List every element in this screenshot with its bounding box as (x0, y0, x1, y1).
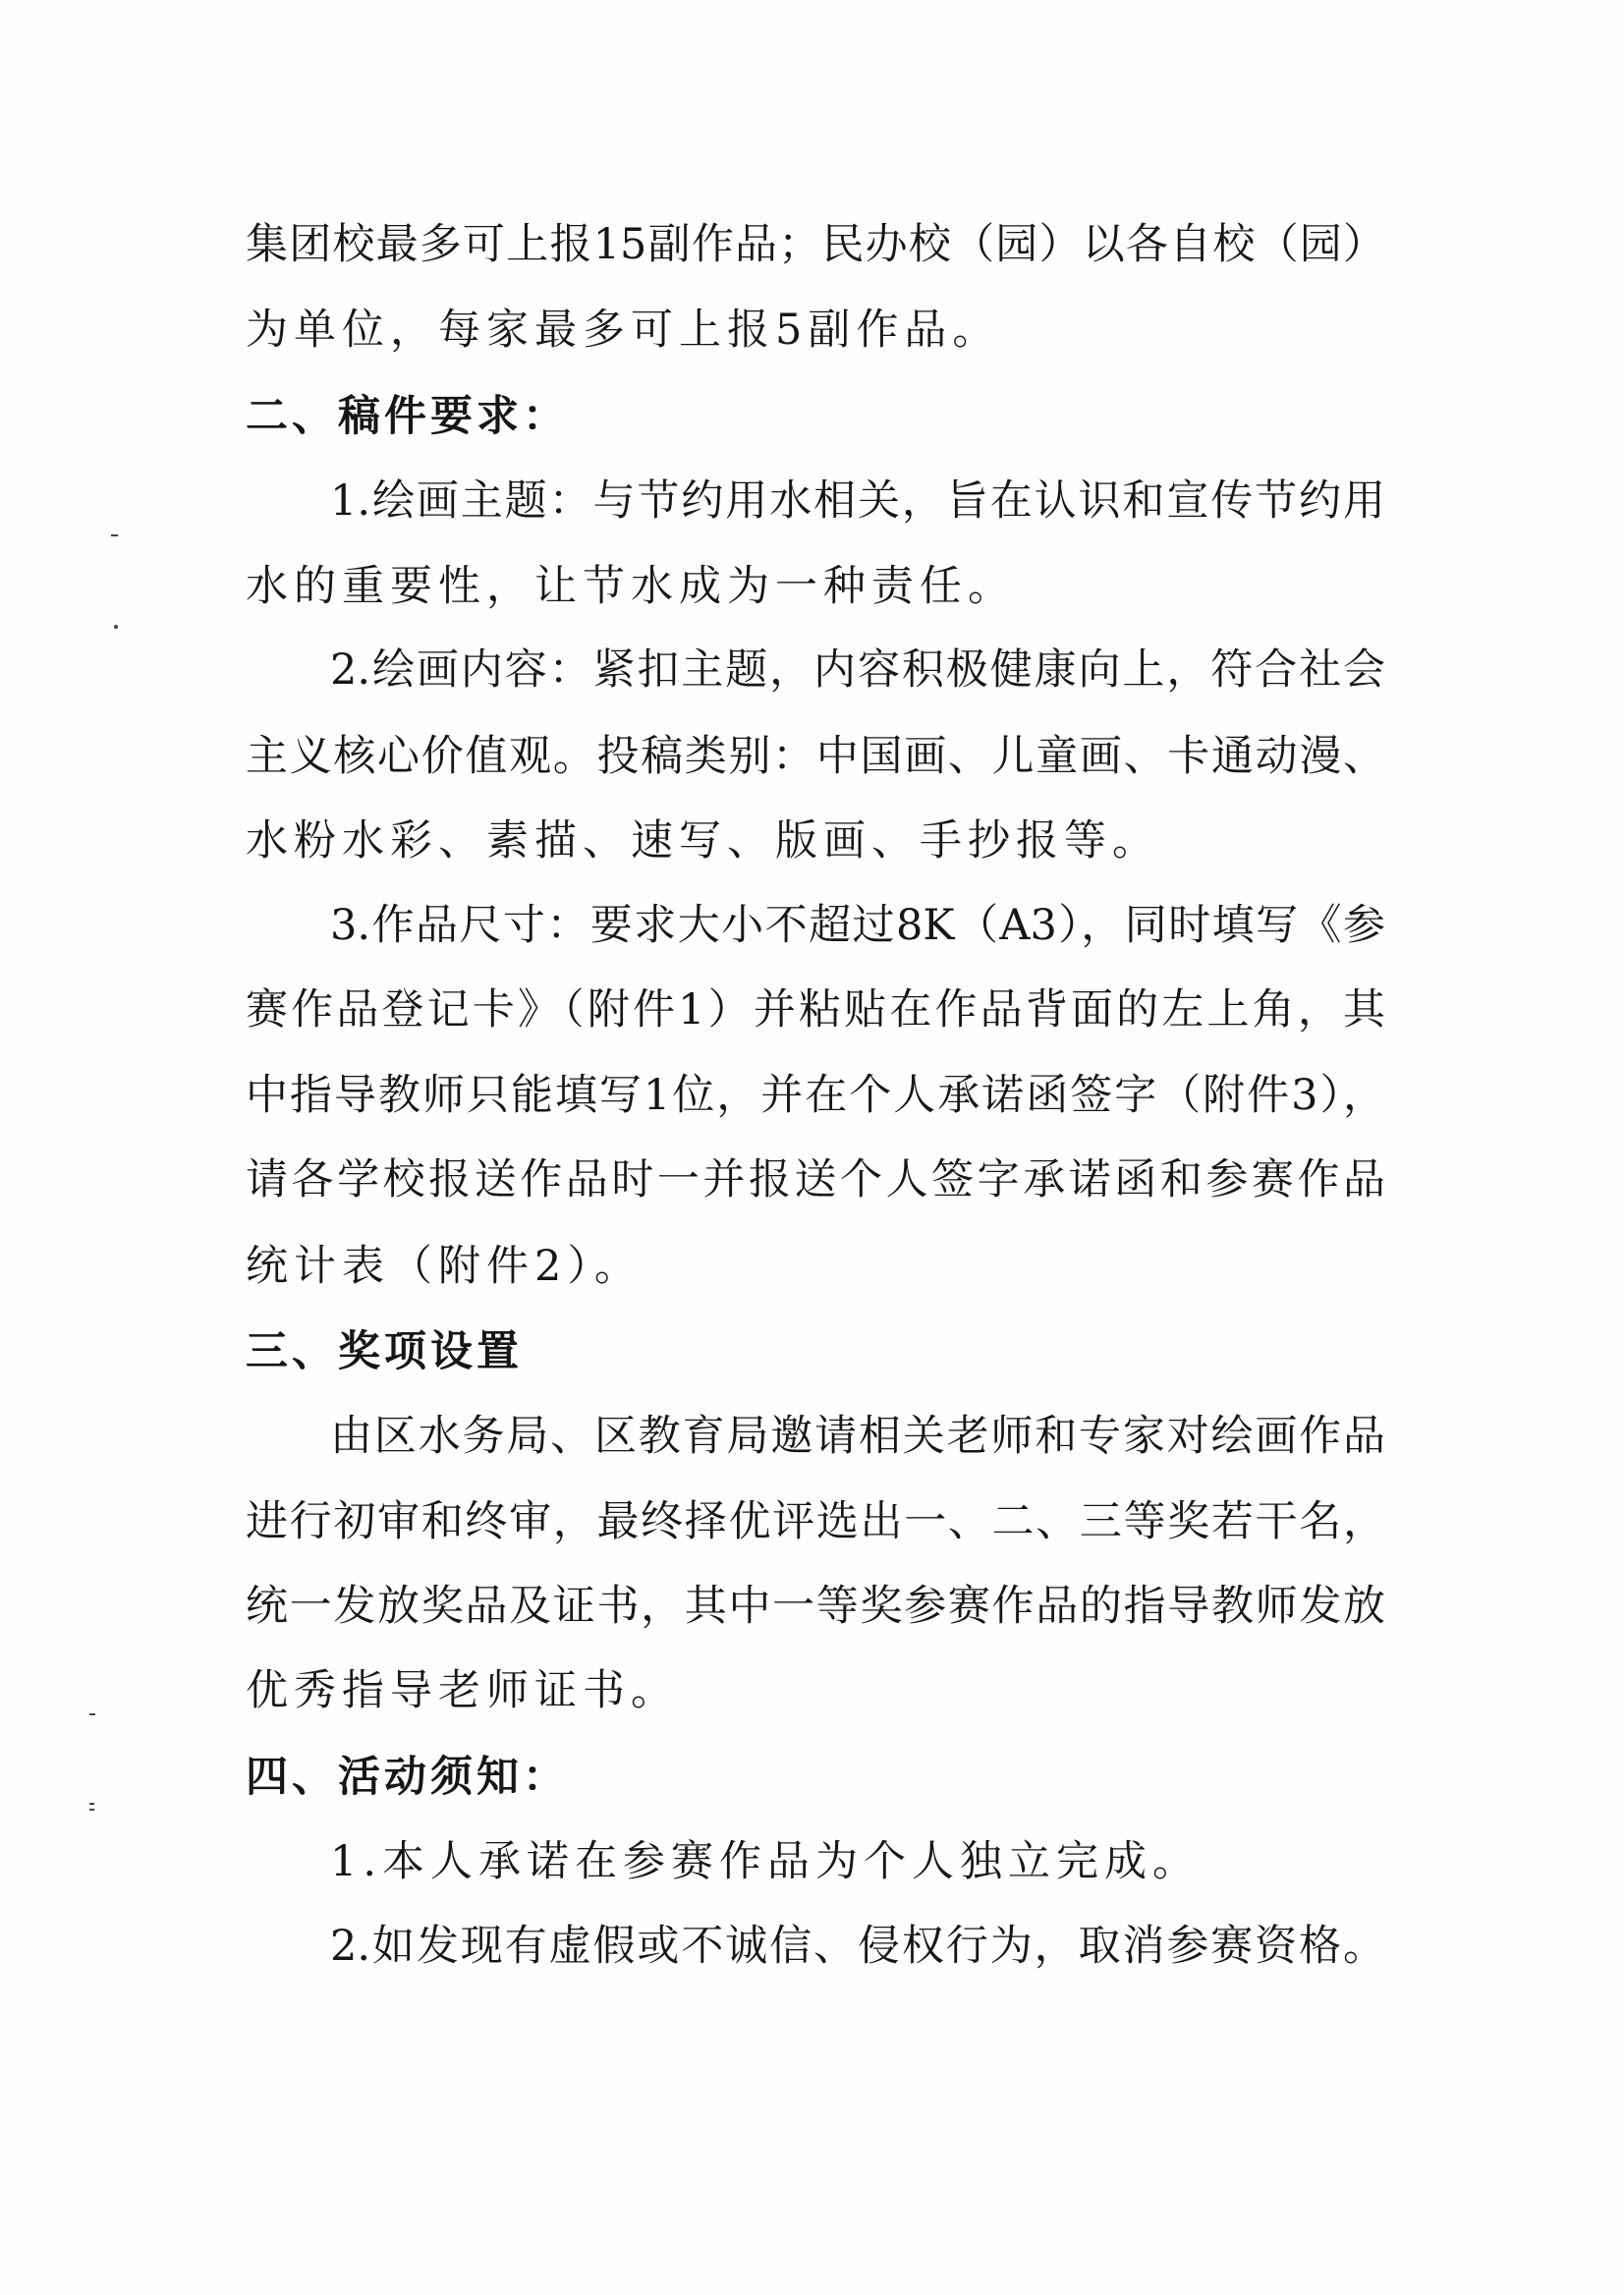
paragraph-line: 统计表（附件2）。 (246, 1242, 643, 1291)
paragraph-line: 1.绘画主题：与节约用水相关，旨在认识和宣传节约用 (330, 476, 1385, 526)
paragraph-line: 请各学校报送作品时一并报送个人签字承诺函和参赛作品 (246, 1155, 1385, 1204)
paragraph-line: 为单位，每家最多可上报5副作品。 (246, 306, 1001, 355)
section-heading: 二、稿件要求： (246, 392, 569, 441)
section-heading: 四、活动须知： (246, 1753, 569, 1802)
scan-mark (114, 625, 118, 629)
paragraph-line: 集团校最多可上报15副作品；民办校（园）以各自校（园） (246, 220, 1385, 269)
scan-mark (111, 534, 118, 536)
paragraph-line: 3.作品尺寸：要求大小不超过8K（A3），同时填写《参 (330, 901, 1385, 950)
paragraph-line: 1.本人承诺在参赛作品为个人独立完成。 (330, 1837, 1202, 1886)
paragraph-line: 2.如发现有虚假或不诚信、侵权行为，取消参赛资格。 (330, 1922, 1385, 1971)
paragraph-line: 进行初审和终审，最终择优评选出一、二、三等奖若干名， (246, 1497, 1385, 1546)
paragraph-line: 由区水务局、区教育局邀请相关老师和专家对绘画作品 (330, 1412, 1385, 1461)
paragraph-line: 统一发放奖品及证书，其中一等奖参赛作品的指导教师发放 (246, 1582, 1385, 1631)
paragraph-line: 2.绘画内容：紧扣主题，内容积极健康向上，符合社会 (330, 645, 1385, 695)
scan-mark (89, 1803, 94, 1805)
paragraph-line: 优秀指导老师证书。 (246, 1666, 679, 1715)
scan-mark (89, 1809, 94, 1811)
paragraph-line: 赛作品登记卡》（附件1）并粘贴在作品背面的左上角，其 (246, 985, 1385, 1035)
paragraph-line: 中指导教师只能填写1位，并在个人承诺函签字（附件3）， (246, 1071, 1385, 1120)
paragraph-line: 水粉水彩、素描、速写、版画、手抄报等。 (246, 816, 1160, 866)
paragraph-line: 水的重要性，让节水成为一种责任。 (246, 562, 1016, 611)
section-heading: 三、奖项设置 (246, 1327, 523, 1376)
paragraph-line: 主义核心价值观。投稿类别：中国画、儿童画、卡通动漫、 (246, 732, 1385, 781)
scan-mark (89, 1713, 95, 1715)
